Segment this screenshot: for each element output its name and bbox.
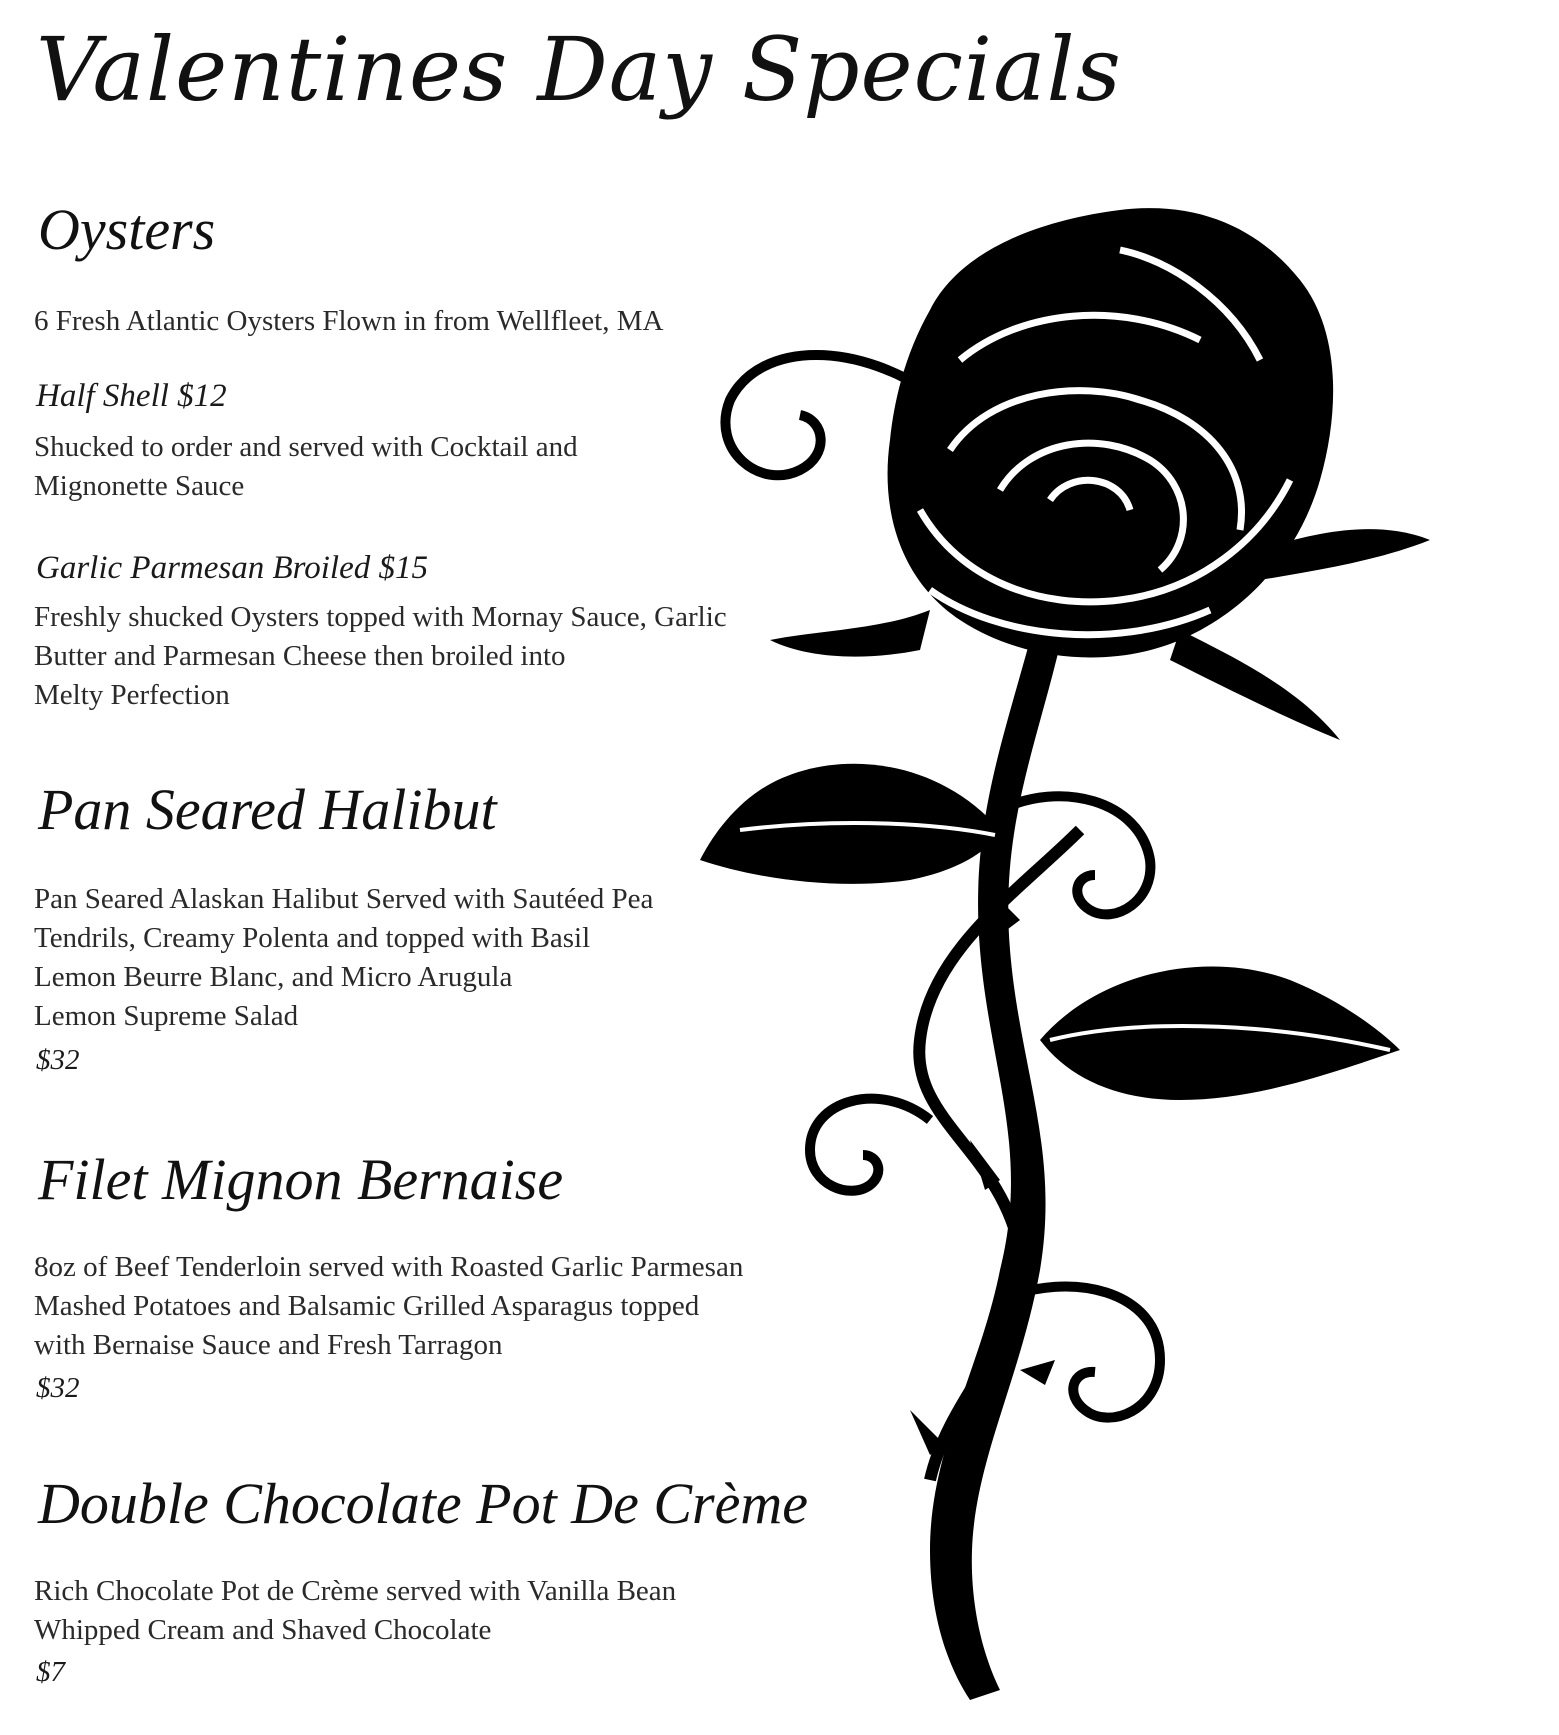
- halibut-description: [34, 880, 653, 1036]
- broiled-title: Garlic Parmesan Broiled $15: [36, 550, 428, 586]
- description-line: Melty Perfection: [34, 679, 230, 711]
- halibut-price: $32: [36, 1044, 80, 1076]
- description-line: Tendrils, Creamy Polenta and topped with Basil: [34, 922, 591, 954]
- halibut-title: Pan Seared Halibut: [38, 777, 497, 842]
- description-line: Butter and Parmesan Cheese then broiled into: [34, 640, 566, 672]
- description-line: Whipped Cream and Shaved Chocolate: [34, 1614, 492, 1646]
- dessert-description: [34, 1572, 676, 1650]
- description-line: Mashed Potatoes and Balsamic Grilled Asparagus topped: [34, 1290, 700, 1322]
- filet-title: Filet Mignon Bernaise: [38, 1147, 564, 1212]
- description-line: Lemon Beurre Blanc, and Micro Arugula: [34, 961, 513, 993]
- half-shell-title: Half Shell $12: [36, 378, 227, 414]
- description-line: Lemon Supreme Salad: [34, 1000, 299, 1032]
- description-line: with Bernaise Sauce and Fresh Tarragon: [34, 1329, 503, 1361]
- rose-icon: [700, 190, 1530, 1735]
- half-shell-description: [34, 428, 578, 506]
- description-line: Freshly shucked Oysters topped with Mornay Sauce, Garlic: [34, 601, 727, 633]
- description-line: Rich Chocolate Pot de Crème served with Vanilla Bean: [34, 1575, 677, 1607]
- oysters-title: Oysters: [38, 197, 216, 262]
- description-line: Mignonette Sauce: [34, 470, 245, 502]
- description-line: Shucked to order and served with Cocktail and: [34, 431, 578, 463]
- dessert-price: $7: [36, 1656, 65, 1688]
- description-line: Pan Seared Alaskan Halibut Served with Sautéed Pea: [34, 883, 654, 915]
- dessert-title: Double Chocolate Pot De Crème: [38, 1471, 808, 1536]
- filet-description: [34, 1248, 743, 1365]
- page-title: Valentines Day Specials: [36, 18, 1122, 121]
- description-line: 8oz of Beef Tenderloin served with Roasted Garlic Parmesan: [34, 1251, 744, 1283]
- filet-price: $32: [36, 1372, 80, 1404]
- broiled-description: [34, 598, 727, 715]
- oysters-description: 6 Fresh Atlantic Oysters Flown in from Wellfleet, MA: [34, 305, 664, 337]
